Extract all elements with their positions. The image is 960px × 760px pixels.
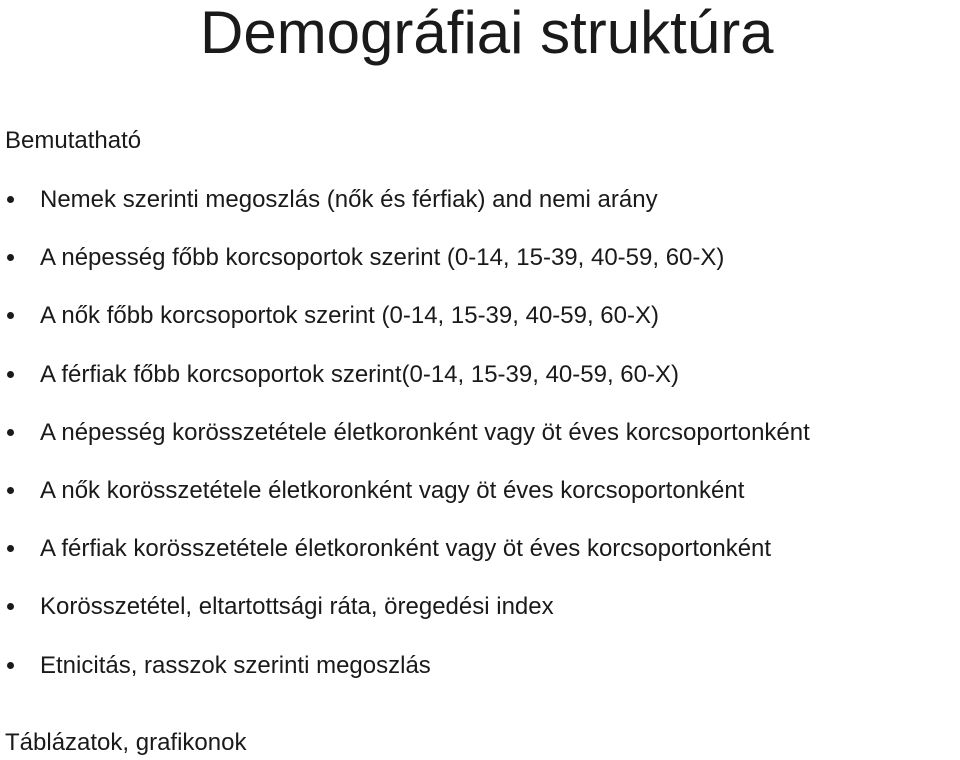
bullet-text: Korösszetétel, eltartottsági ráta, öregedési index <box>40 593 554 621</box>
bullet-dot-icon <box>7 487 14 494</box>
outro-text: Táblázatok, grafikonok <box>5 729 247 756</box>
bullet-dot-icon <box>7 429 14 436</box>
bullet-text: A férfiak korösszetétele életkoronként vagy öt éves korcsoportonként <box>40 535 772 563</box>
bullet-dot-icon <box>7 254 14 261</box>
bullet-dot-icon <box>7 312 14 319</box>
slide-title: Demográfiai struktúra <box>200 0 774 66</box>
bullet-text: A férfiak főbb korcsoportok szerint(0-14, 15-39, 40-59, 60-X) <box>40 360 679 388</box>
bullet-dot-icon <box>7 662 14 669</box>
bullet-text: A nők korösszetétele életkoronként vagy öt éves korcsoportonként <box>40 476 745 504</box>
bullet-dot-icon <box>7 545 14 552</box>
bullet-text: Nemek szerinti megoszlás (nők és férfiak) and nemi arány <box>40 186 658 213</box>
bullet-dot-icon <box>7 371 14 378</box>
bullet-text: A népesség korösszetétele életkoronként vagy öt éves korcsoportonként <box>40 418 810 446</box>
bullet-text: A népesség főbb korcsoportok szerint (0-14, 15-39, 40-59, 60-X) <box>40 244 725 272</box>
bullet-dot-icon <box>7 196 14 203</box>
intro-text: Bemutatható <box>5 127 142 154</box>
bullet-dot-icon <box>7 603 14 610</box>
bullet-text: A nők főbb korcsoportok szerint (0-14, 15-39, 40-59, 60-X) <box>40 302 659 330</box>
bullet-text: Etnicitás, rasszok szerinti megoszlás <box>40 651 431 679</box>
